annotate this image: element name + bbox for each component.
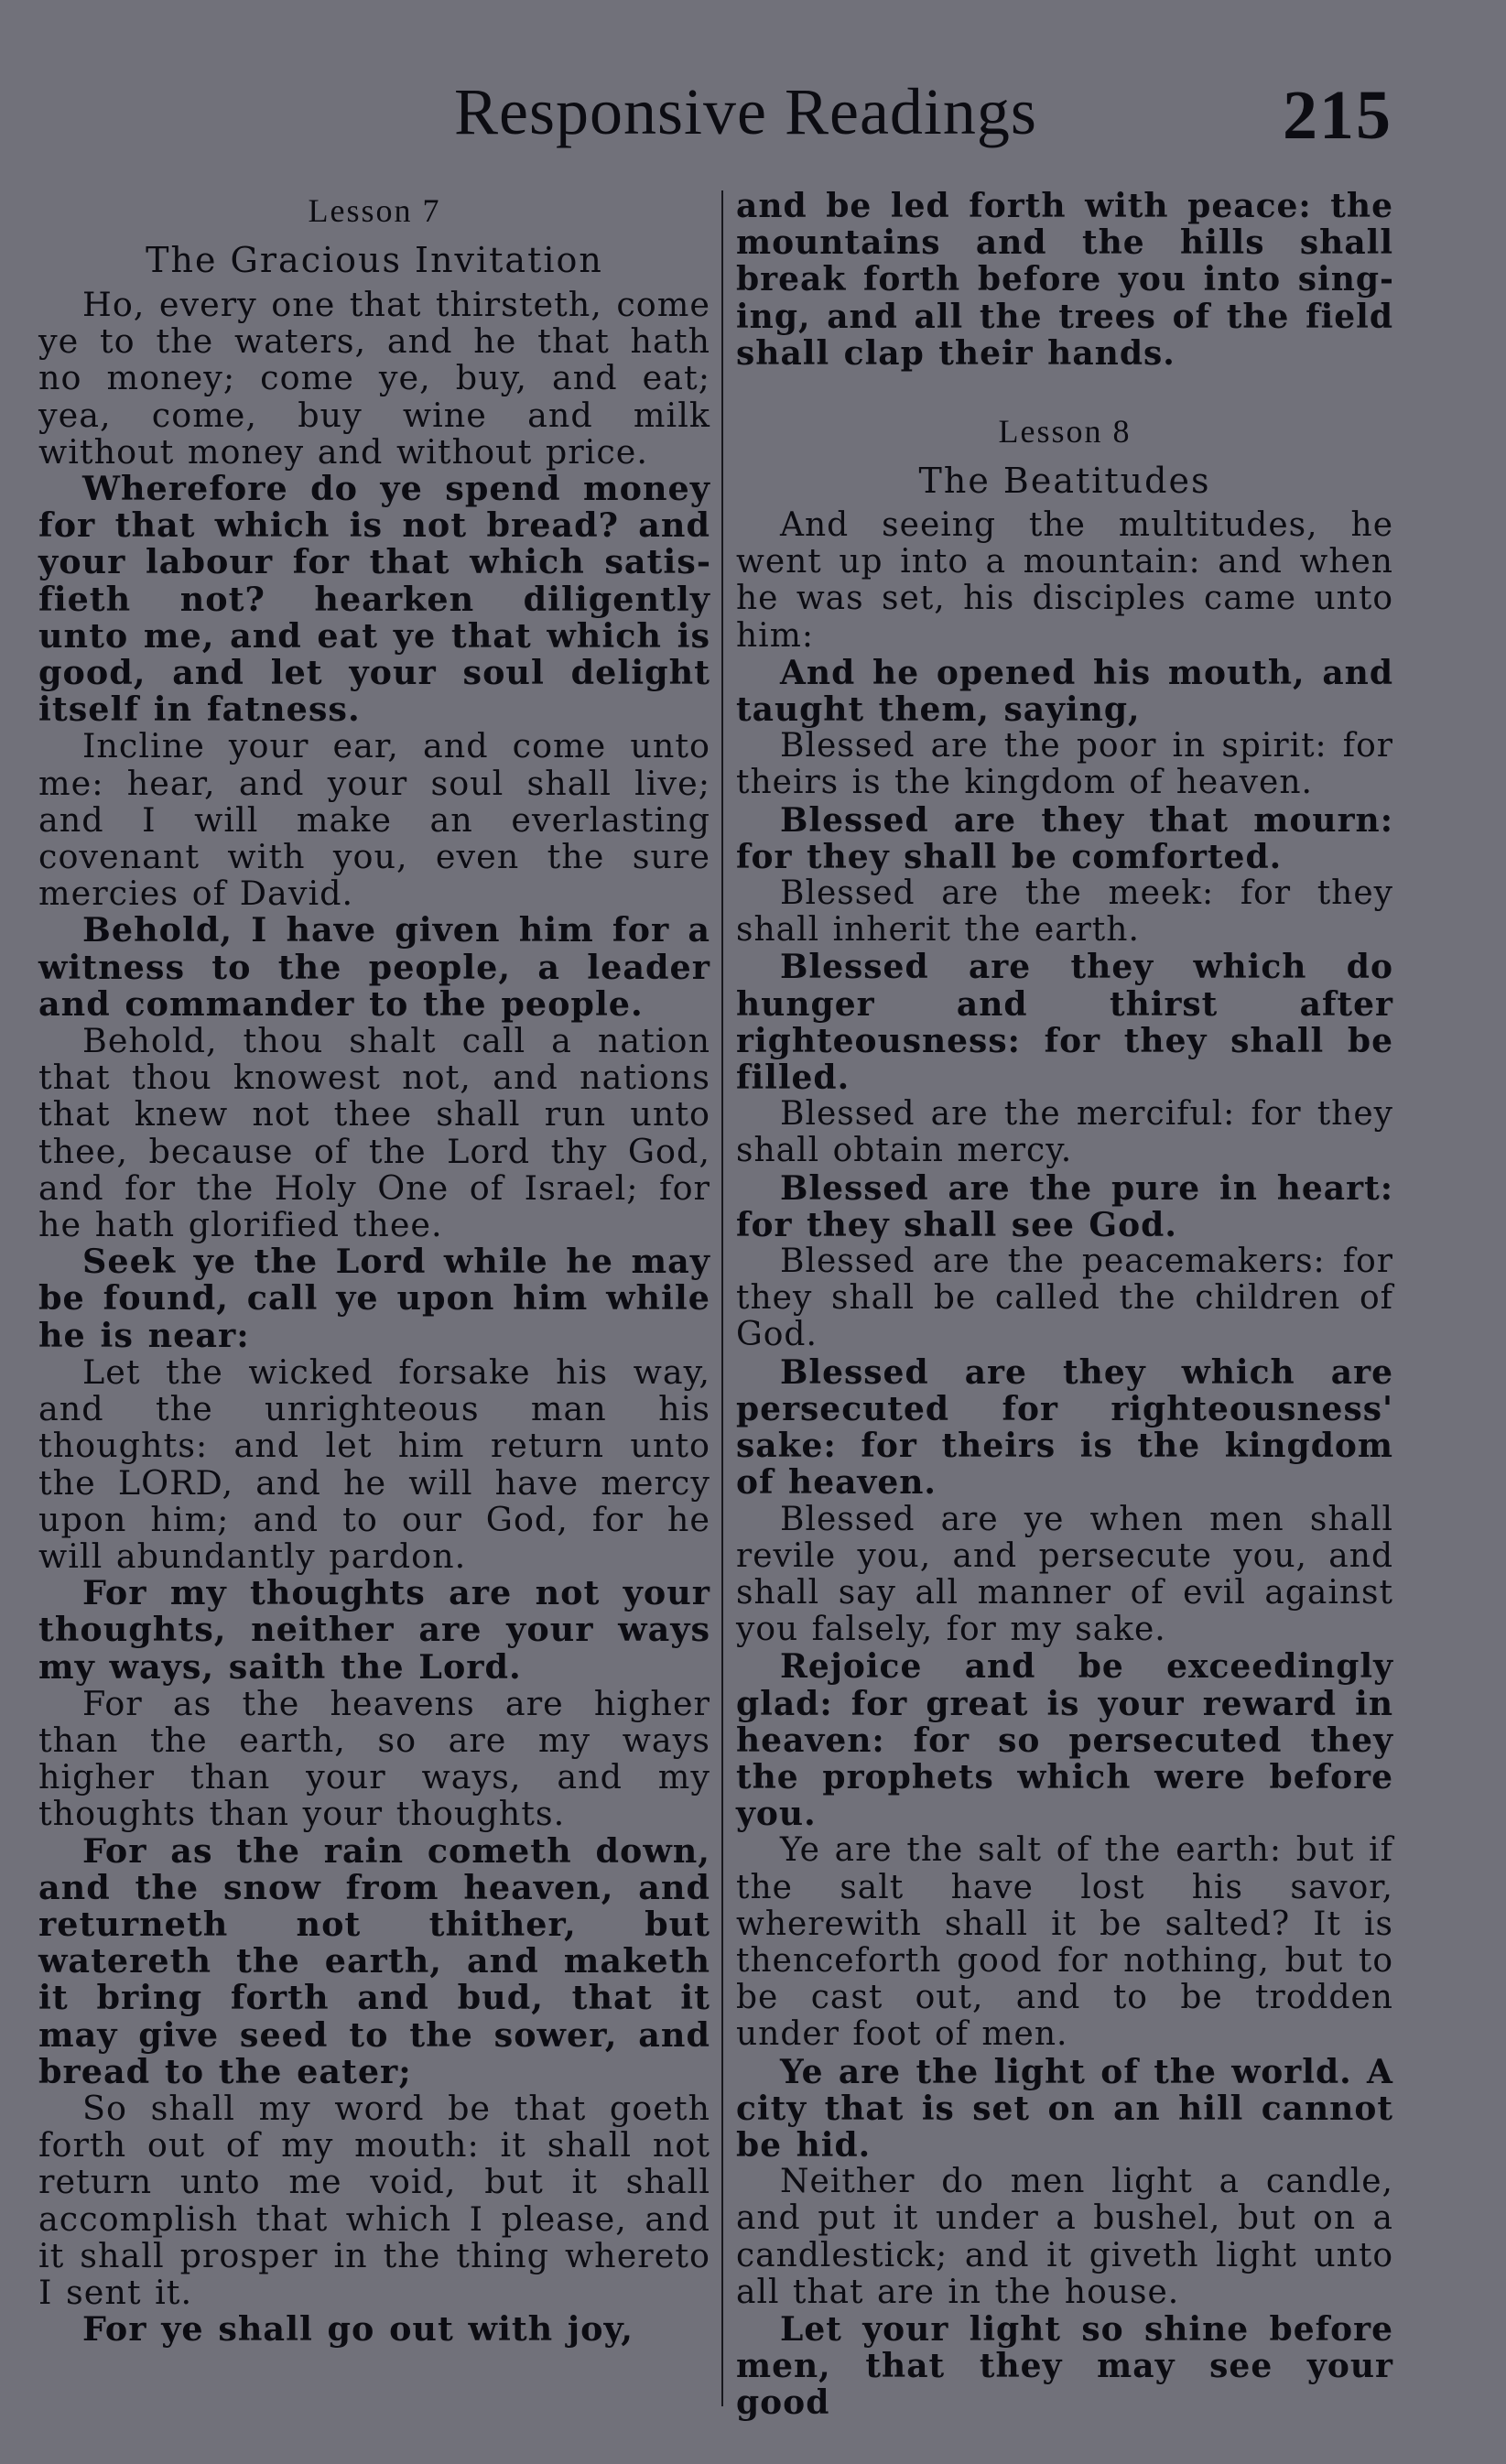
verse: So shall my word be that goeth forth out of my mouth: it shall not return unto me void, but it shall accomplish that which I please, and it shall prosper in the thing whereto I sent it. xyxy=(38,2088,710,2312)
verse: Seek ye the Lord while he may be found, call ye upon him while he is near: xyxy=(38,1242,710,1355)
verse: Blessed are they which are persecuted for righteousness' sake: for theirs is the kingdom of heaven. xyxy=(736,1352,1393,1503)
lesson-title: The Beatitudes xyxy=(918,461,1211,502)
verse: Blessed are they which do hunger and thirst after righteousness: for they shall be filled. xyxy=(736,948,1393,1098)
lesson-label: Lesson 8 xyxy=(998,413,1132,450)
verse: Blessed are the pure in heart: for they shall see God. xyxy=(736,1168,1393,1244)
verse: Ye are the light of the world. A city that is set on an hill cannot be hid. xyxy=(736,2052,1393,2165)
verse: Blessed are the poor in spirit: for theirs is the kingdom of heaven. xyxy=(736,727,1393,802)
lesson-title: The Gracious Invitation xyxy=(146,240,603,280)
verse: Ye are the salt of the earth: but if the salt have lost his savor, wherewith shall it be salted? It is thenceforth good for nothing, but to be cast out, and to be trodden under foot of men. xyxy=(736,1831,1393,2054)
page-number: 215 xyxy=(1283,77,1392,154)
verse: Blessed are ye when men shall revile you, and persecute you, and shall say all manner of evil against you falsely, for my sake. xyxy=(736,1500,1393,1649)
verse: For as the heavens are higher than the earth, so are my ways higher than your ways, and my thoughts than your thoughts. xyxy=(38,1683,710,1834)
column-divider xyxy=(721,190,723,2406)
verse: For ye shall go out with joy, xyxy=(82,2309,634,2350)
verse: Wherefore do ye spend money for that which is not bread? and your labour for that which satisfieth not? hearken diligently unto me, and eat ye that which is good, and let your soul delight itself in fatness. xyxy=(38,469,710,730)
verse: Blessed are the peacemakers: for they shall be called the children of God. xyxy=(736,1243,1393,1354)
verse: Rejoice and be exceedingly glad: for great is your reward in heaven: for so persecuted they the prophets which were before you. xyxy=(736,1647,1393,1834)
verse: And he opened his mouth, and taught them, saying, xyxy=(736,653,1393,730)
left-column xyxy=(38,188,710,2348)
verse: Neither do men light a candle, and put it under a bushel, but on a candlestick; and it giveth light unto all that are in the house. xyxy=(736,2163,1393,2311)
verse: Blessed are the merciful: for they shall obtain mercy. xyxy=(736,1095,1393,1170)
verse: Behold, I have given him for a witness to the people, a leader and commander to the people. xyxy=(38,910,710,1024)
verse: Blessed are they that mourn: for they shall be comforted. xyxy=(736,800,1393,876)
verse: Let the wicked forsake his way, and the unrighteous man his thoughts: and let him return unto the LORD, and he will have mercy upon him; and to our God, for he will abundantly pardon. xyxy=(38,1351,710,1576)
verse: For as the rain cometh down, and the snow from heaven, and returneth not thither, but watereth the earth, and maketh it bring forth and bud, that it may give seed to the sower, and bread to the eater; xyxy=(38,1830,710,2091)
verse: Ho, every one that thirsteth, come ye to the waters, and he that hath no money; come ye, buy, and eat; yea, come, buy wine and milk without money and without price. xyxy=(38,285,710,472)
verse-continuation: and be led forth with peace: the mountains and the hills shall break forth before you into singing, and all the trees of the field shall clap their hands. xyxy=(736,187,1393,373)
verse: For my thoughts are not your thoughts, neither are your ways my ways, saith the Lord. xyxy=(38,1573,710,1687)
verse: Blessed are the meek: for they shall inherit the earth. xyxy=(736,874,1393,950)
lesson-label: Lesson 7 xyxy=(308,192,441,229)
verse: And seeing the multitudes, he went up into a mountain: and when he was set, his disciples came unto him: xyxy=(736,506,1393,655)
page-header xyxy=(0,75,1506,167)
running-title: Responsive Readings xyxy=(454,75,1037,148)
verse: Let your light so shine before men, that they may see your good xyxy=(736,2309,1393,2423)
verse: Incline your ear, and come unto me: hear, and your soul shall live; and I will make an everlasting covenant with you, even the sure mercies of David. xyxy=(38,726,710,914)
verse: Behold, thou shalt call a nation that thou knowest not, and nations that knew not thee shall run unto thee, because of the Lord thy God, and for the Holy One of Israel; for he hath glorified thee. xyxy=(38,1021,710,1245)
right-column xyxy=(736,188,1393,2422)
